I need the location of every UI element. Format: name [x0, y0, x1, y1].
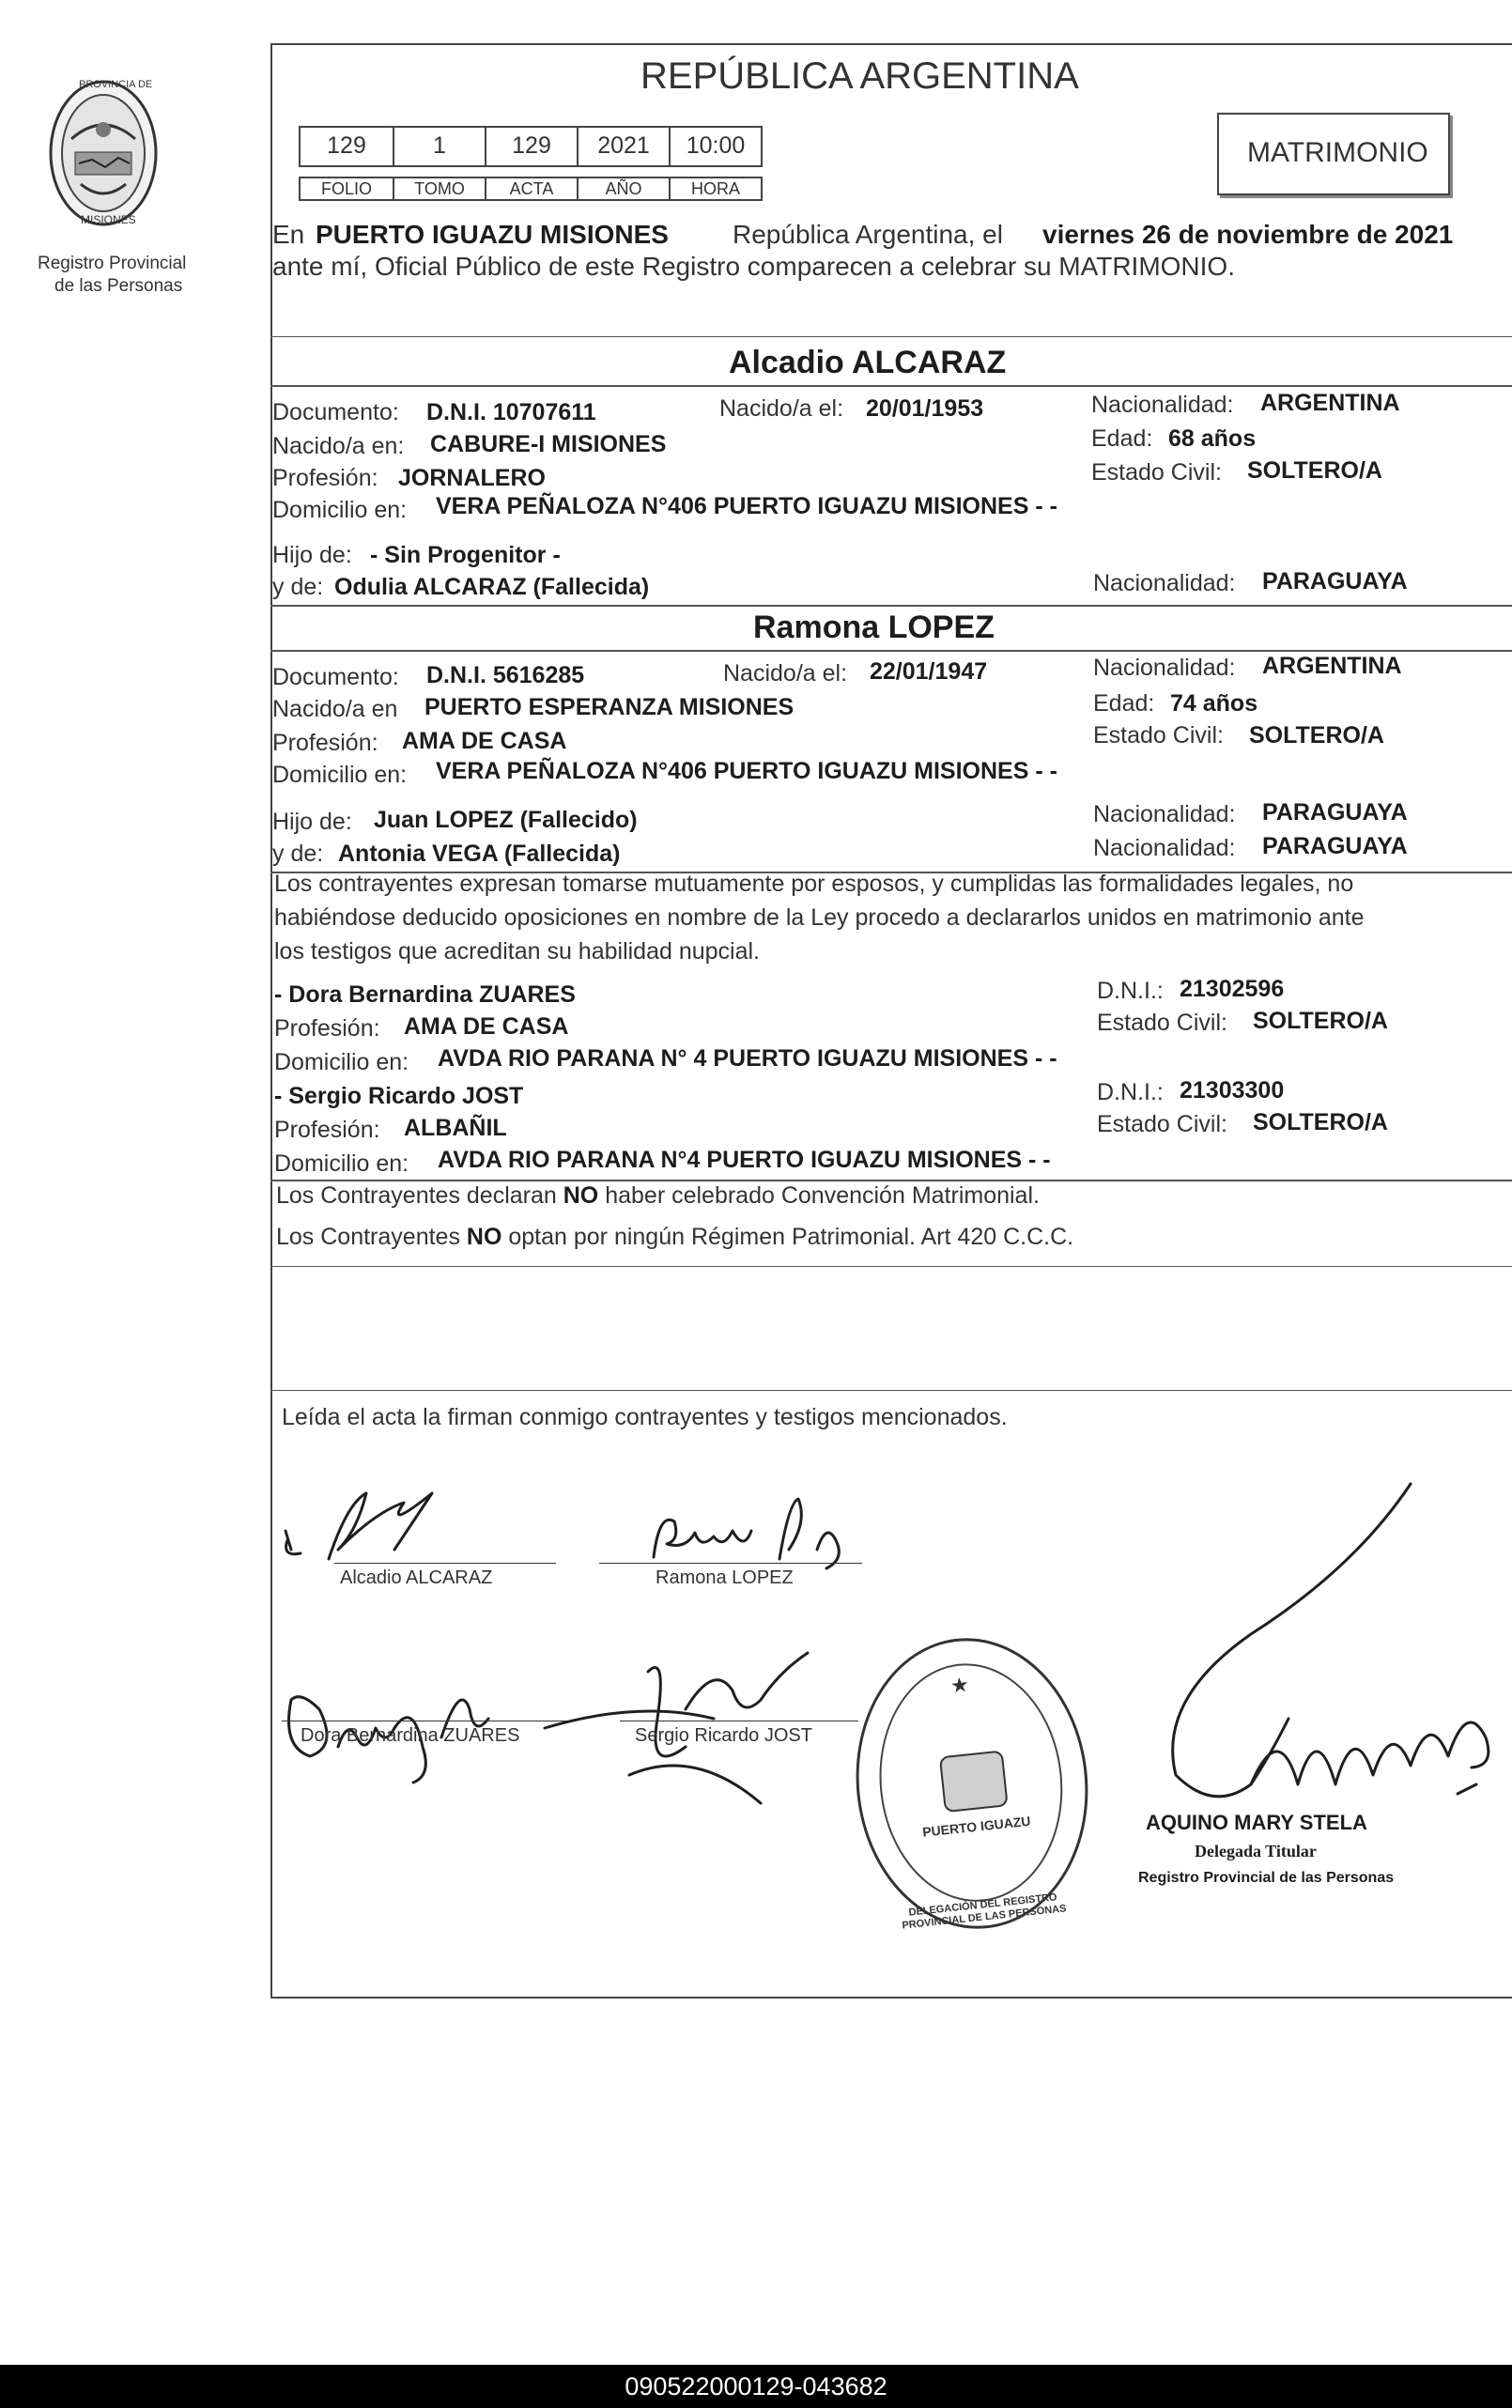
seal-top-text: PROVINCIA DE: [79, 79, 153, 90]
intro-line2: ante mí, Oficial Público de este Registro comparecen a celebrar su MATRIMONIO.: [272, 252, 1235, 281]
spouse2-doc: D.N.I. 5616285: [426, 662, 585, 688]
spouse2-born-on: 22/01/1947: [870, 658, 988, 685]
declaration-line3: los testigos que acreditan su habilidad nupcial.: [274, 938, 761, 965]
spouse2-born-in: PUERTO ESPERANZA MISIONES: [424, 694, 795, 720]
registry-logo: [43, 73, 163, 233]
stamp-star-icon: ★: [949, 1672, 970, 1698]
spouse2-mother-label: y de:: [272, 841, 324, 867]
tomo-label: TOMO: [393, 177, 486, 201]
witness1-dom: AVDA RIO PARANA N° 4 PUERTO IGUAZU MISIONES - -: [438, 1045, 1057, 1072]
spouse2-prof: AMA DE CASA: [402, 728, 567, 754]
act-type-label: MATRIMONIO: [1247, 137, 1428, 168]
official-name: AQUINO MARY STELA: [1146, 1811, 1367, 1834]
witness1-prof: AMA DE CASA: [404, 1013, 569, 1040]
spouse2-mother-nat-label: Nacionalidad:: [1093, 835, 1236, 861]
signature-dora-mark: [272, 1662, 520, 1784]
spouse2-name: Ramona LOPEZ: [753, 610, 995, 645]
intro-mid: República Argentina, el: [733, 220, 1003, 249]
intro-en: En: [272, 220, 305, 249]
witness2-prof: ALBAÑIL: [404, 1115, 507, 1141]
ano-value: 2021: [577, 126, 671, 167]
spouse1-age-label: Edad:: [1091, 425, 1153, 452]
stamp-crest-icon: [939, 1750, 1009, 1813]
spouse1-born-in: CABURE-I MISIONES: [430, 431, 667, 457]
document-code-bar: [0, 2365, 1512, 2408]
witness2-civil-label: Estado Civil:: [1097, 1111, 1227, 1137]
signature-label-spouse1: Alcadio ALCARAZ: [340, 1567, 493, 1588]
spouse2-dom-label: Domicilio en:: [272, 762, 408, 788]
spouse1-father-label: Hijo de:: [272, 542, 352, 568]
folio-value: 129: [299, 126, 394, 167]
ano-label: AÑO: [577, 177, 671, 201]
witness2-dom-label: Domicilio en:: [274, 1150, 409, 1177]
document-code: 090522000129-043682: [625, 2372, 887, 2400]
spouse2-civil: SOLTERO/A: [1249, 722, 1384, 749]
spouse1-mother: Odulia ALCARAZ (Fallecida): [334, 574, 650, 600]
regime-line1: [276, 1181, 1040, 1210]
regime-line2-pre: Los Contrayentes: [276, 1224, 460, 1250]
witness2-dni: 21303300: [1180, 1077, 1285, 1104]
spouse1-mother-nat-label: Nacionalidad:: [1093, 570, 1236, 596]
regime-line2-post: optan por ningún Régimen Patrimonial. Art 420 C.C.C.: [508, 1224, 1074, 1250]
intro-date: viernes 26 de noviembre de 2021: [1042, 220, 1454, 249]
spouse1-born-in-label: Nacido/a en:: [272, 433, 405, 459]
country-title: REPÚBLICA ARGENTINA: [640, 55, 1079, 97]
witness2-dom: AVDA RIO PARANA N°4 PUERTO IGUAZU MISIONES - -: [438, 1147, 1051, 1173]
logo-caption-line2: de las Personas: [54, 276, 183, 296]
spouse2-father-nat-label: Nacionalidad:: [1093, 801, 1236, 827]
spouse2-born-in-label: Nacido/a en: [272, 696, 398, 722]
closing-text: Leída el acta la firman conmigo contrayentes y testigos mencionados.: [282, 1404, 1008, 1430]
spouse1-age: 68 años: [1168, 425, 1257, 452]
witness1-civil-label: Estado Civil:: [1097, 1010, 1227, 1036]
spouse2-prof-label: Profesión:: [272, 730, 378, 756]
hora-label: HORA: [669, 177, 763, 201]
spouse2-father: Juan LOPEZ (Fallecido): [374, 807, 638, 833]
witness1-prof-label: Profesión:: [274, 1015, 380, 1042]
witness1-dni-label: D.N.I.:: [1097, 978, 1164, 1004]
spouse1-civil-label: Estado Civil:: [1091, 459, 1222, 486]
witness1-name: - Dora Bernardina ZUARES: [274, 981, 576, 1008]
spouse2-mother: Antonia VEGA (Fallecida): [338, 841, 621, 867]
spouse1-born-on: 20/01/1953: [866, 395, 984, 422]
signature-sergio-mark: [526, 1634, 864, 1813]
folio-label: FOLIO: [299, 177, 394, 201]
spouse2-nat: ARGENTINA: [1262, 653, 1402, 679]
acta-label: ACTA: [485, 177, 579, 201]
witness2-name: - Sergio Ricardo JOST: [274, 1083, 524, 1109]
declaration-line2: habiéndose deducido oposiciones en nombre de la Ley procedo a declararlos unidos en matrimonio ante: [274, 904, 1365, 931]
spouse2-civil-label: Estado Civil:: [1093, 722, 1224, 749]
witness2-civil: SOLTERO/A: [1253, 1109, 1388, 1135]
spouse1-mother-label: y de:: [272, 574, 324, 600]
spouse2-age: 74 años: [1170, 690, 1258, 717]
regime-line2-no: NO: [466, 1224, 502, 1250]
signature-official-mark: [1138, 1474, 1504, 1831]
regime-line1-pre: Los Contrayentes declaran: [276, 1182, 557, 1209]
spouse1-father: - Sin Progenitor -: [370, 542, 561, 568]
spouse1-prof-label: Profesión:: [272, 465, 378, 491]
signature-label-witness1: Dora Bernardina ZUARES: [301, 1725, 520, 1746]
spouse1-doc-label: Documento:: [272, 399, 399, 425]
stamp-ring-text: DELEGACIÓN DEL REGISTRO PROVINCIAL DE LAS PERSONAS: [901, 1891, 1068, 1932]
spouse1-nat-label: Nacionalidad:: [1091, 392, 1234, 418]
spouse2-dom: VERA PEÑALOZA N°406 PUERTO IGUAZU MISIONES - -: [436, 758, 1057, 784]
spouse1-name: Alcadio ALCARAZ: [729, 345, 1007, 380]
seal-bottom-text: MISIONES: [81, 213, 136, 226]
official-title: Delegada Titular: [1195, 1842, 1317, 1860]
spouse2-doc-label: Documento:: [272, 664, 399, 690]
witness2-prof-label: Profesión:: [274, 1117, 380, 1143]
spouse2-mother-nat: PARAGUAYA: [1262, 833, 1408, 859]
tomo-value: 1: [393, 126, 486, 167]
spouse1-doc: D.N.I. 10707611: [426, 399, 596, 425]
regime-line1-post: haber celebrado Convención Matrimonial.: [605, 1182, 1040, 1209]
spouse1-prof: JORNALERO: [398, 465, 546, 491]
witness1-dom-label: Domicilio en:: [274, 1049, 409, 1075]
spouse2-age-label: Edad:: [1093, 690, 1155, 717]
official-org: Registro Provincial de las Personas: [1138, 1870, 1395, 1886]
province-seal-icon: [43, 73, 163, 233]
witness1-dni: 21302596: [1180, 976, 1285, 1002]
spouse2-born-on-label: Nacido/a el:: [723, 660, 848, 687]
spouse1-civil: SOLTERO/A: [1247, 457, 1382, 484]
spouse2-nat-label: Nacionalidad:: [1093, 655, 1236, 681]
spouse1-mother-nat: PARAGUAYA: [1262, 568, 1408, 594]
regime-line2: [276, 1223, 1073, 1251]
signature-label-spouse2: Ramona LOPEZ: [656, 1567, 794, 1588]
signature-label-witness2: Sergio Ricardo JOST: [635, 1725, 812, 1746]
signature-ramona-mark: [639, 1484, 883, 1578]
acta-value: 129: [485, 126, 579, 167]
hora-value: 10:00: [669, 126, 763, 167]
spouse1-nat: ARGENTINA: [1260, 390, 1400, 416]
witness2-dni-label: D.N.I.:: [1097, 1079, 1164, 1105]
spouse2-father-nat: PARAGUAYA: [1262, 799, 1408, 826]
spouse2-father-label: Hijo de:: [272, 809, 352, 835]
logo-caption-line1: Registro Provincial: [38, 254, 187, 273]
spouse1-dom: VERA PEÑALOZA N°406 PUERTO IGUAZU MISIONES - -: [436, 493, 1057, 519]
regime-line1-no: NO: [563, 1182, 599, 1209]
stamp-center-text: PUERTO IGUAZU: [921, 1813, 1032, 1840]
declaration-line1: Los contrayentes expresan tomarse mutuamente por esposos, y cumplidas las formalidades legales, no: [274, 871, 1354, 897]
spouse1-dom-label: Domicilio en:: [272, 497, 408, 523]
spouse1-born-on-label: Nacido/a el:: [719, 395, 844, 422]
intro-place: PUERTO IGUAZU MISIONES: [316, 220, 669, 249]
witness1-civil: SOLTERO/A: [1253, 1008, 1388, 1034]
